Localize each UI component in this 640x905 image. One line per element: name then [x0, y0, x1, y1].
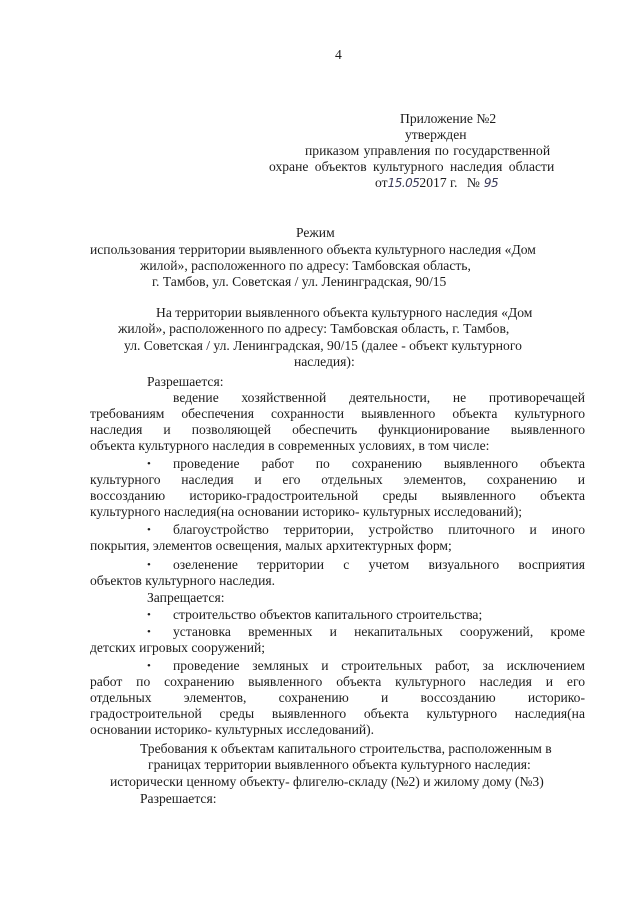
prohibited-bullet-2-line: установка временных и некапитальных сооружений, кроме — [173, 624, 585, 639]
appendix-approved: утвержден — [405, 127, 467, 142]
permitted-bullet-1-line: воссозданию историко-градостроительной среды выявленного объекта — [90, 488, 585, 503]
heading-line1: использования территории выявленного объекта культурного наследия «Дом — [90, 242, 536, 257]
permitted-label: Разрешается: — [147, 374, 224, 389]
permitted-bullet-1-line: культурного наследия и его отдельных элементов, сохранению и — [90, 472, 585, 487]
requirements-line3: исторически ценному объекту- флигелю-складу (№2) и жилому дому (№3) — [110, 774, 544, 789]
permitted-2-label: Разрешается: — [140, 791, 217, 806]
permitted-bullet-3-line: озеленение территории с учетом визуального восприятия — [173, 557, 585, 572]
permitted-bullet-3-line: объектов культурного наследия. — [90, 573, 275, 588]
permitted-bullet-2-line: благоустройство территории, устройство плиточного и иного — [173, 522, 585, 537]
prohibited-bullet-3-line: основании историко- культурных исследований). — [90, 722, 375, 737]
date-prefix: от — [375, 175, 388, 190]
prohibited-label: Запрещается: — [147, 590, 225, 605]
intro-line4: наследия): — [294, 354, 355, 369]
prohibited-bullet-3-line: работ по сохранению выявленного объекта культурного наследия и его — [90, 674, 585, 689]
bullet-marker: • — [147, 524, 151, 536]
requirements-line2: границах территории выявленного объекта культурного наследия: — [148, 757, 531, 772]
prohibited-bullet-3-line: отдельных элементов, сохранению и воссозданию историко- — [90, 690, 585, 705]
bullet-marker: • — [147, 559, 151, 571]
permitted-bullet-1-line: культурного наследия(на основании историко- культурных исследований); — [90, 504, 523, 519]
heading-title: Режим — [296, 225, 335, 240]
intro-line1: На территории выявленного объекта культурного наследия «Дом — [156, 305, 533, 320]
permitted-bullet-1-line: проведение работ по сохранению выявленного объекта — [173, 456, 585, 471]
prohibited-bullet-3-line: градостроительной среды выявленного объекта культурного наследия(на — [90, 706, 585, 721]
appendix-order-line1: приказом управления по государственной — [305, 143, 551, 158]
bullet-marker: • — [147, 458, 151, 470]
date-year: 2017 г. — [419, 175, 458, 190]
intro-line3: ул. Советская / ул. Ленинградская, 90/15 (далее - объект культурного — [124, 338, 522, 353]
intro-line2: жилой», расположенного по адресу: Тамбовская область, г. Тамбов, — [118, 321, 510, 336]
heading-line3: г. Тамбов, ул. Советская / ул. Ленинградская, 90/15 — [152, 274, 447, 289]
permitted-line: наследия и позволяющей обеспечить функционирование выявленного — [90, 422, 585, 437]
bullet-marker: • — [147, 660, 151, 672]
appendix-date-line — [375, 175, 498, 191]
page-number: 4 — [335, 47, 342, 62]
bullet-marker: • — [147, 626, 151, 638]
prohibited-bullet-1-line: строительство объектов капитального строительства; — [173, 607, 483, 622]
permitted-bullet-2-line: покрытия, элементов освещения, малых архитектурных форм; — [90, 538, 452, 553]
handwritten-date: 15.05 — [387, 176, 420, 190]
permitted-line: объекта культурного наследия в современных условиях, в том числе: — [90, 438, 490, 453]
bullet-marker: • — [147, 609, 151, 621]
prohibited-bullet-3-line: проведение земляных и строительных работ, за исключением — [173, 658, 585, 673]
permitted-line: требованиям обеспечения сохранности выявленного объекта культурного — [90, 406, 585, 421]
appendix-order-line2: охране объектов культурного наследия области — [269, 159, 555, 174]
number-prefix: № — [466, 175, 480, 190]
prohibited-bullet-2-line: детских игровых сооружений; — [90, 640, 266, 655]
heading-line2: жилой», расположенного по адресу: Тамбовская область, — [140, 258, 471, 273]
handwritten-number: 95 — [483, 176, 499, 190]
appendix-title: Приложение №2 — [400, 111, 497, 126]
requirements-line1: Требования к объектам капитального строительства, расположенным в — [140, 741, 552, 756]
permitted-line: ведение хозяйственной деятельности, не противоречащей — [173, 390, 585, 405]
